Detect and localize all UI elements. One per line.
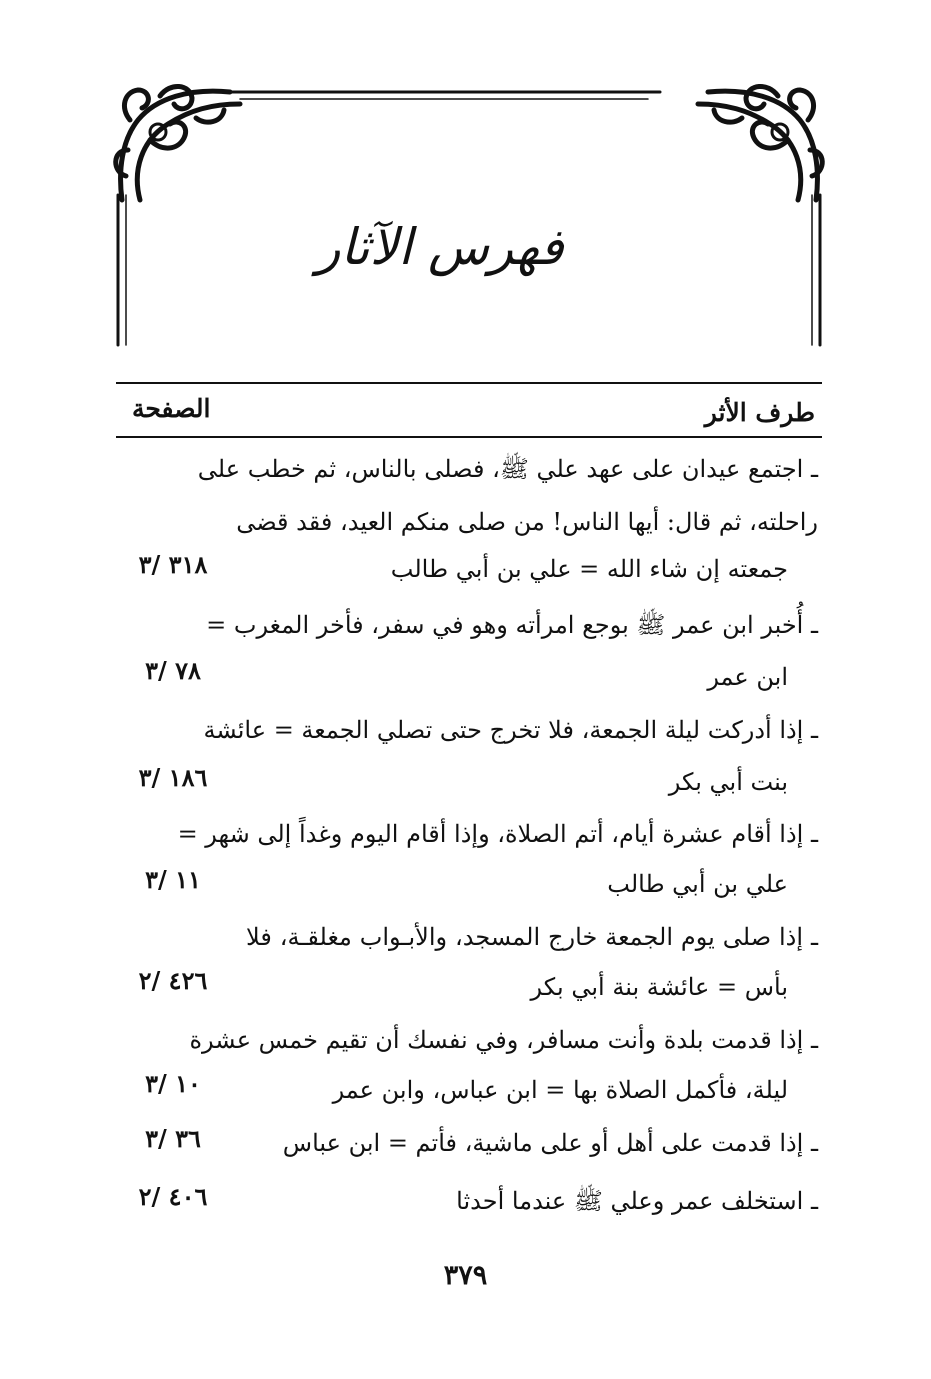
entry-text-line: راحلته، ثم قال: أيها الناس! من صلى منكم العيد، فقد قضى: [236, 508, 818, 536]
left-corner-ornament: [116, 86, 240, 200]
entry-page-ref: ١١ /٣: [145, 865, 201, 894]
right-corner-ornament: [698, 86, 822, 200]
entry-page-ref: ١٠ /٣: [145, 1069, 201, 1098]
page-title: فهرس الآثار: [316, 218, 564, 276]
entry-text-line: ـ أُخبر ابن عمر ﷺ بوجع امرأته وهو في سفر، فأخر المغرب =: [206, 611, 818, 639]
entry-page-ref: ٣١٨ /٣: [138, 550, 208, 579]
header-bottom-rule: [116, 436, 822, 438]
entry-text-line: بنت أبي بكر: [668, 768, 788, 796]
entry-page-ref: ٤٠٦ /٢: [138, 1182, 208, 1211]
entry-text-line: ـ استخلف عمر وعلي ﷺ عندما أحدثا: [456, 1187, 818, 1215]
entry-page-ref: ٣٦ /٣: [145, 1124, 201, 1153]
entry-text-line: ـ إذا قدمت على أهل أو على ماشية، فأتم = ابن عباس: [282, 1129, 818, 1157]
entry-text-line: جمعته إن شاء الله = علي بن أبي طالب: [390, 555, 788, 583]
entry-text-line: ابن عمر: [707, 663, 788, 691]
entry-page-ref: ١٨٦ /٣: [138, 763, 208, 792]
entry-text-line: علي بن أبي طالب: [607, 870, 788, 898]
entry-text-line: ـ إذا قدمت بلدة وأنت مسافر، وفي نفسك أن تقيم خمس عشرة: [189, 1026, 818, 1054]
entry-page-ref: ٤٢٦ /٢: [138, 966, 208, 995]
entry-text-line: ـ إذا أدركت ليلة الجمعة، فلا تخرج حتى تصلي الجمعة = عائشة: [203, 716, 818, 744]
ornamental-header-frame: [0, 0, 931, 380]
entry-text-line: ـ إذا صلى يوم الجمعة خارج المسجد، والأبـواب مغلقـة، فلا: [246, 923, 818, 951]
page-number: ٣٧٩: [443, 1260, 488, 1291]
entry-text-line: ـ إذا أقام عشرة أيام، أتم الصلاة، وإذا أقام اليوم وغداً إلى شهر =: [177, 820, 818, 848]
entry-text-line: ـ اجتمع عيدان على عهد علي ﷺ، فصلى بالناس، ثم خطب على: [197, 455, 818, 483]
column-header-page: الصفحة: [132, 394, 211, 423]
header-top-rule: [116, 382, 822, 384]
entry-text-line: بأس = عائشة بنة أبي بكر: [530, 973, 788, 1001]
entry-page-ref: ٧٨ /٣: [145, 656, 201, 685]
column-header-athar: طرف الأثر: [704, 398, 815, 427]
entry-text-line: ليلة، فأكمل الصلاة بها = ابن عباس، وابن عمر: [332, 1076, 788, 1104]
